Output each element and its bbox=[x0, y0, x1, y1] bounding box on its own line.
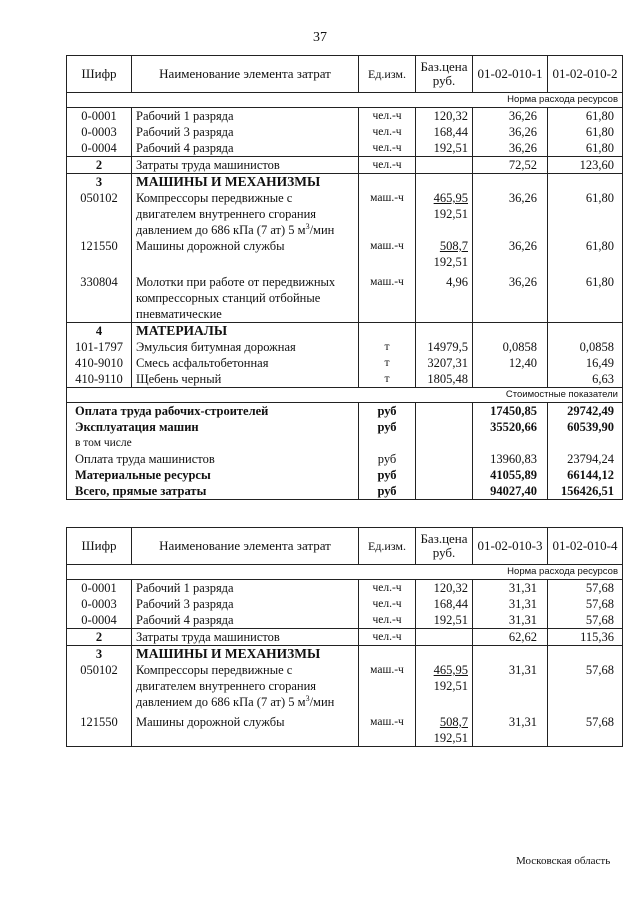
table-row: 0-0003 Рабочий 3 разряда чел.-ч 168,44 31,31 57,68 bbox=[67, 596, 623, 612]
header-price: Баз.цена руб. bbox=[416, 528, 473, 565]
header-col2: 01-02-010-4 bbox=[548, 528, 623, 565]
resource-table-1 bbox=[66, 55, 623, 500]
header-name: Наименование элемента затрат bbox=[132, 56, 359, 93]
table-row: 050102 Компрессоры передвижные с двигателем внутреннего сгорания давлением до 686 кПа (7 ат) 5 $м^3$/мин маш.-ч 465,95 192,51 31,31 57,68 bbox=[67, 662, 623, 710]
page-number: 37 bbox=[313, 30, 327, 45]
table-row: 410-9010 Смесь асфальтобетонная т 3207,31 12,40 16,49 bbox=[67, 355, 623, 371]
header-unit: Ед.изм. bbox=[359, 528, 416, 565]
table-row: 330804 Молотки при работе от передвижных компрессорных станций отбойные пневматические маш.-ч 4,96 36,26 61,80 bbox=[67, 270, 623, 323]
table-row: 0-0001 Рабочий 1 разряда чел.-ч 120,32 36,26 61,80 bbox=[67, 108, 623, 125]
summary-row: в том числе bbox=[67, 435, 623, 451]
table-row: 0-0004 Рабочий 4 разряда чел.-ч 192,51 31,31 57,68 bbox=[67, 612, 623, 629]
section-machines: 3 МАШИНЫ И МЕХАНИЗМЫ bbox=[67, 174, 623, 191]
band-norm: Норма расхода ресурсов bbox=[67, 565, 623, 580]
summary-row: Материальные ресурсы руб 41055,89 66144,12 bbox=[67, 467, 623, 483]
resource-table-2 bbox=[66, 527, 623, 747]
table-header bbox=[67, 56, 623, 93]
table-row: 410-9110 Щебень черный т 1805,48 6,63 bbox=[67, 371, 623, 388]
header-code: Шифр bbox=[67, 56, 132, 93]
section-machines: 3 МАШИНЫ И МЕХАНИЗМЫ bbox=[67, 646, 623, 663]
header-code: Шифр bbox=[67, 528, 132, 565]
header-col1: 01-02-010-1 bbox=[473, 56, 548, 93]
operators-row: 2 Затраты труда машинистов чел.-ч 62,62 115,36 bbox=[67, 629, 623, 646]
header-col2: 01-02-010-2 bbox=[548, 56, 623, 93]
header-price: Баз.цена руб. bbox=[416, 56, 473, 93]
summary-row: Оплата труда рабочих-строителей руб 17450,85 29742,49 bbox=[67, 403, 623, 420]
summary-row: Оплата труда машинистов руб 13960,83 23794,24 bbox=[67, 451, 623, 467]
table-row: 0-0001 Рабочий 1 разряда чел.-ч 120,32 31,31 57,68 bbox=[67, 580, 623, 597]
section-materials: 4 МАТЕРИАЛЫ bbox=[67, 323, 623, 340]
table-row: 050102 Компрессоры передвижные с двигателем внутреннего сгорания давлением до 686 кПа (7 ат) 5 $м^3$/мин маш.-ч 465,95 192,51 36,26 61,80 bbox=[67, 190, 623, 238]
table-row: 101-1797 Эмульсия битумная дорожная т 14979,5 0,0858 0,0858 bbox=[67, 339, 623, 355]
table-row: 121550 Машины дорожной службы маш.-ч 508,7 192,51 36,26 61,80 bbox=[67, 238, 623, 270]
table-row: 0-0003 Рабочий 3 разряда чел.-ч 168,44 36,26 61,80 bbox=[67, 124, 623, 140]
operators-row: 2 Затраты труда машинистов чел.-ч 72,52 123,60 bbox=[67, 157, 623, 174]
table-row: 121550 Машины дорожной службы маш.-ч 508,7 192,51 31,31 57,68 bbox=[67, 710, 623, 747]
band-norm: Норма расхода ресурсов bbox=[67, 93, 623, 108]
band-cost: Стоимостные показатели bbox=[67, 388, 623, 403]
header-name: Наименование элемента затрат bbox=[132, 528, 359, 565]
footer-region: Московская область bbox=[516, 855, 611, 867]
summary-row: Эксплуатация машин руб 35520,66 60539,90 bbox=[67, 419, 623, 435]
table-header bbox=[67, 528, 623, 565]
summary-row: Всего, прямые затраты руб 94027,40 156426,51 bbox=[67, 483, 623, 500]
table-row: 0-0004 Рабочий 4 разряда чел.-ч 192,51 36,26 61,80 bbox=[67, 140, 623, 157]
header-col1: 01-02-010-3 bbox=[473, 528, 548, 565]
header-unit: Ед.изм. bbox=[359, 56, 416, 93]
